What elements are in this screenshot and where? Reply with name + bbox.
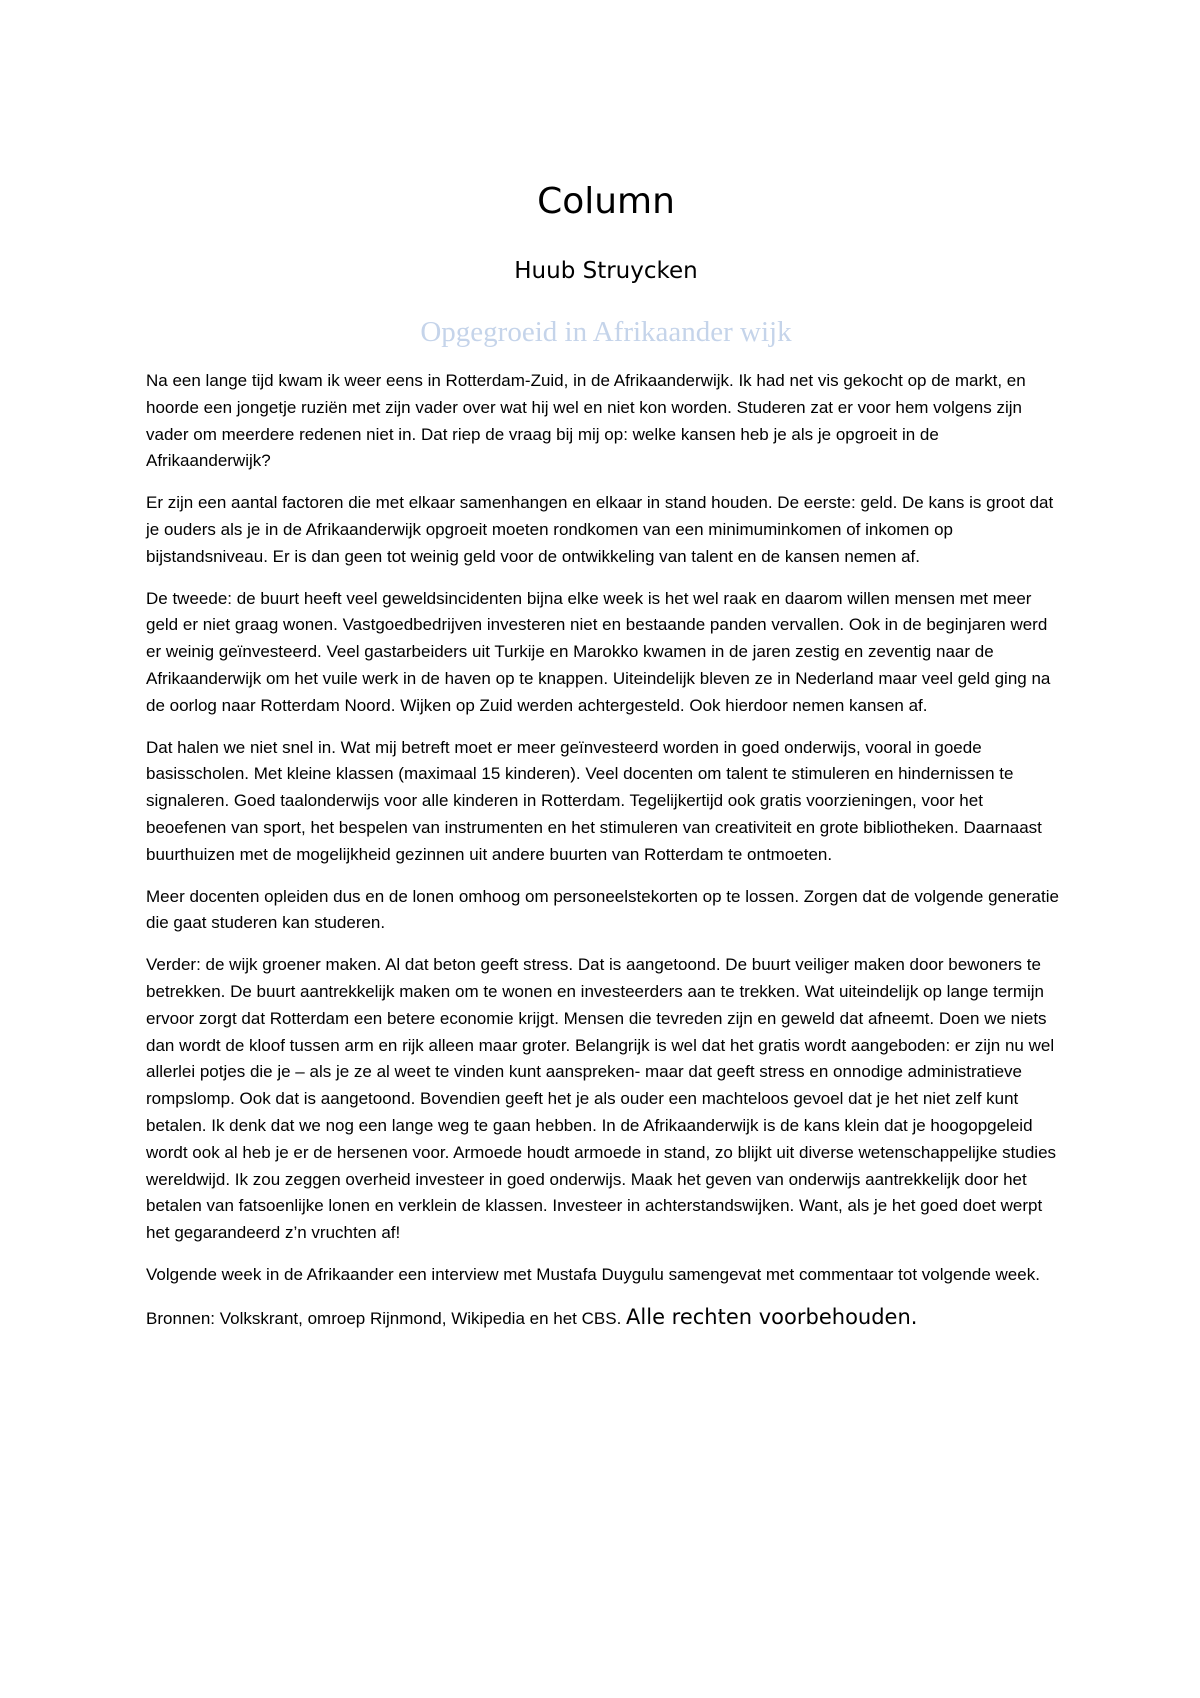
- paragraph-teachers: Meer docenten opleiden dus en de lonen omhoog om personeelstekorten op te lossen. Zorgen dat de volgende generatie die gaat studeren kan studeren.: [146, 886, 1059, 933]
- page-title: Column: [537, 181, 675, 222]
- article-body: [146, 368, 1066, 1348]
- paragraph-neighbourhood: De tweede: de buurt heeft veel geweldsincidenten bijna elke week is het wel raak en daarom willen mensen met meer geld er niet graag wonen. Vastgoedbedrijven investeren niet en bestaande panden vervallen. Ook in de beginjaren werd er weinig geïnvesteerd. Veel gastarbeiders uit Turkije en Marokko kwamen in de jaren zestig en zeventig naar de Afrikaanderwijk om het vuile werk in de haven op te knappen. Uiteindelijk bleven ze in Nederland maar veel geld ging na de oorlog naar Rotterdam Noord. Wijken op Zuid werden achtergesteld. Ook hierdoor nemen kansen af.: [146, 588, 1051, 715]
- paragraph-next-week: Volgende week in de Afrikaander een interview met Mustafa Duygulu samengevat met commentaar tot volgende week.: [146, 1264, 1040, 1284]
- author-name: Huub Struycken: [514, 258, 698, 284]
- sources-text: Bronnen: Volkskrant, omroep Rijnmond, Wikipedia en het CBS.: [146, 1308, 622, 1328]
- paragraph-education: Dat halen we niet snel in. Wat mij betreft moet er meer geïnvesteerd worden in goed onderwijs, vooral in goede basisscholen. Met kleine klassen (maximaal 15 kinderen). Veel docenten om talent te stimuleren en hindernissen te signaleren. Goed taalonderwijs voor alle kinderen in Rotterdam. Tegelijkertijd ook gratis voorzieningen, voor het beoefenen van sport, het bespelen van instrumenten en het stimuleren van creativiteit en grote bibliotheken. Daarnaast buurthuizen met de mogelijkheid gezinnen uit andere buurten van Rotterdam te ontmoeten.: [146, 737, 1042, 864]
- paragraph-money: Er zijn een aantal factoren die met elkaar samenhangen en elkaar in stand houden. De eerste: geld. De kans is groot dat je ouders als je in de Afrikaanderwijk opgroeit moeten rondkomen van een minimuminkomen of inkomen op bijstandsniveau. Er is dan geen tot weinig geld voor de ontwikkeling van talent en de kansen nemen af.: [146, 493, 1054, 566]
- paragraph-greener: Verder: de wijk groener maken. Al dat beton geeft stress. Dat is aangetoond. De buurt veiliger maken door bewoners te betrekken. De buurt aantrekkelijk maken om te wonen en investeerders aan te trekken. Wat uiteindelijk op lange termijn ervoor zorgt dat Rotterdam een betere economie krijgt. Mensen die tevreden zijn en geweld dat afneemt. Doen we niets dan wordt de kloof tussen arm en rijk alleen maar groter. Belangrijk is wel dat het gratis wordt aangeboden: er zijn nu wel allerlei potjes die je – als je ze al weet te vinden kunt aanspreken- maar dat geeft stress en onnodige administratieve rompslomp. Ook dat is aangetoond. Bovendien geeft het je als ouder een machteloos gevoel dat je het niet zelf kunt betalen. Ik denk dat we nog een lange weg te gaan hebben. In de Afrikaanderwijk is de kans klein dat je hoogopgeleid wordt ook al heb je er de hersenen voor. Armoede houdt armoede in stand, zo blijkt uit diverse wetenschappelijke studies wereldwijd. Ik zou zeggen overheid investeer in goed onderwijs. Maak het geven van onderwijs aantrekkelijk door het betalen van fatsoenlijke lonen en verklein de klassen. Investeer in achterstandswijken. Want, als je het goed doet werpt het gegarandeerd z’n vruchten af!: [146, 955, 1057, 1243]
- sources-line: [146, 1304, 1066, 1333]
- page-subtitle: Opgegroeid in Afrikaander wijk: [420, 316, 792, 348]
- rights-text: Alle rechten voorbehouden.: [626, 1304, 918, 1329]
- paragraph-intro: Na een lange tijd kwam ik weer eens in Rotterdam-Zuid, in de Afrikaanderwijk. Ik had net vis gekocht op de markt, en hoorde een jongetje ruziën met zijn vader over wat hij wel en niet kon worden. Studeren zat er voor hem volgens zijn vader om meerdere redenen niet in. Dat riep de vraag bij mij op: welke kansen heb je als je opgroeit in de Afrikaanderwijk?: [146, 371, 1026, 471]
